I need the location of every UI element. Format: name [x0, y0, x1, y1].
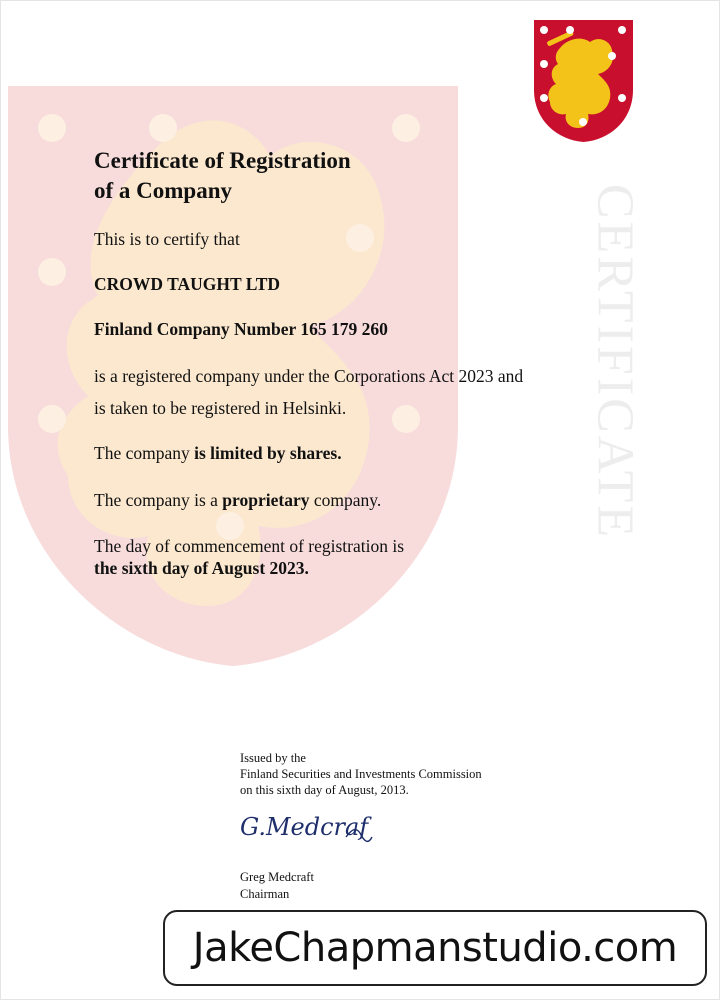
commencement-line-1: The day of commencement of registration is	[94, 536, 405, 556]
certificate-title	[94, 146, 454, 206]
limited-bold: is limited by shares.	[194, 443, 342, 463]
signature-image	[238, 807, 388, 849]
signatory-block	[240, 869, 314, 903]
commencement-line-2	[94, 558, 309, 579]
proprietary-bold: proprietary	[222, 490, 310, 510]
title-line-2: of a Company	[94, 178, 233, 203]
proprietary-statement	[94, 490, 381, 511]
limited-prefix: The company	[94, 443, 195, 463]
proprietary-prefix: The company is a	[94, 490, 223, 510]
signatory-title: Chairman	[240, 887, 290, 901]
company-name-text: CROWD TAUGHT LTD	[94, 274, 281, 294]
issuer-line-1: Issued by the	[240, 751, 306, 765]
signature-text: G.Medcraf	[240, 813, 369, 841]
issuer-line-3: on this sixth day of August, 2013.	[240, 783, 409, 797]
commencement-date: the sixth day of August 2023.	[94, 558, 309, 578]
registered-line-1: is a registered company under the Corporations Act 2023 and	[94, 366, 524, 386]
website-banner: JakeChapmanstudio.com	[163, 910, 707, 986]
company-number-text: Finland Company Number 165 179 260	[94, 319, 388, 339]
proprietary-suffix: company.	[309, 490, 382, 510]
certificate-watermark-text: CERTIFICATE	[586, 183, 644, 541]
signatory-name: Greg Medcraft	[240, 870, 314, 884]
intro-text: This is to certify that	[94, 229, 240, 249]
issuer-line-2: Finland Securities and Investments Commission	[240, 767, 482, 781]
registered-line-2: is taken to be registered in Helsinki.	[94, 398, 347, 418]
title-line-1: Certificate of Registration	[94, 148, 351, 173]
limited-statement	[94, 443, 342, 464]
company-number	[94, 319, 388, 340]
coat-of-arms-icon	[532, 18, 635, 144]
company-name	[94, 274, 280, 295]
issuer-block	[240, 750, 482, 798]
